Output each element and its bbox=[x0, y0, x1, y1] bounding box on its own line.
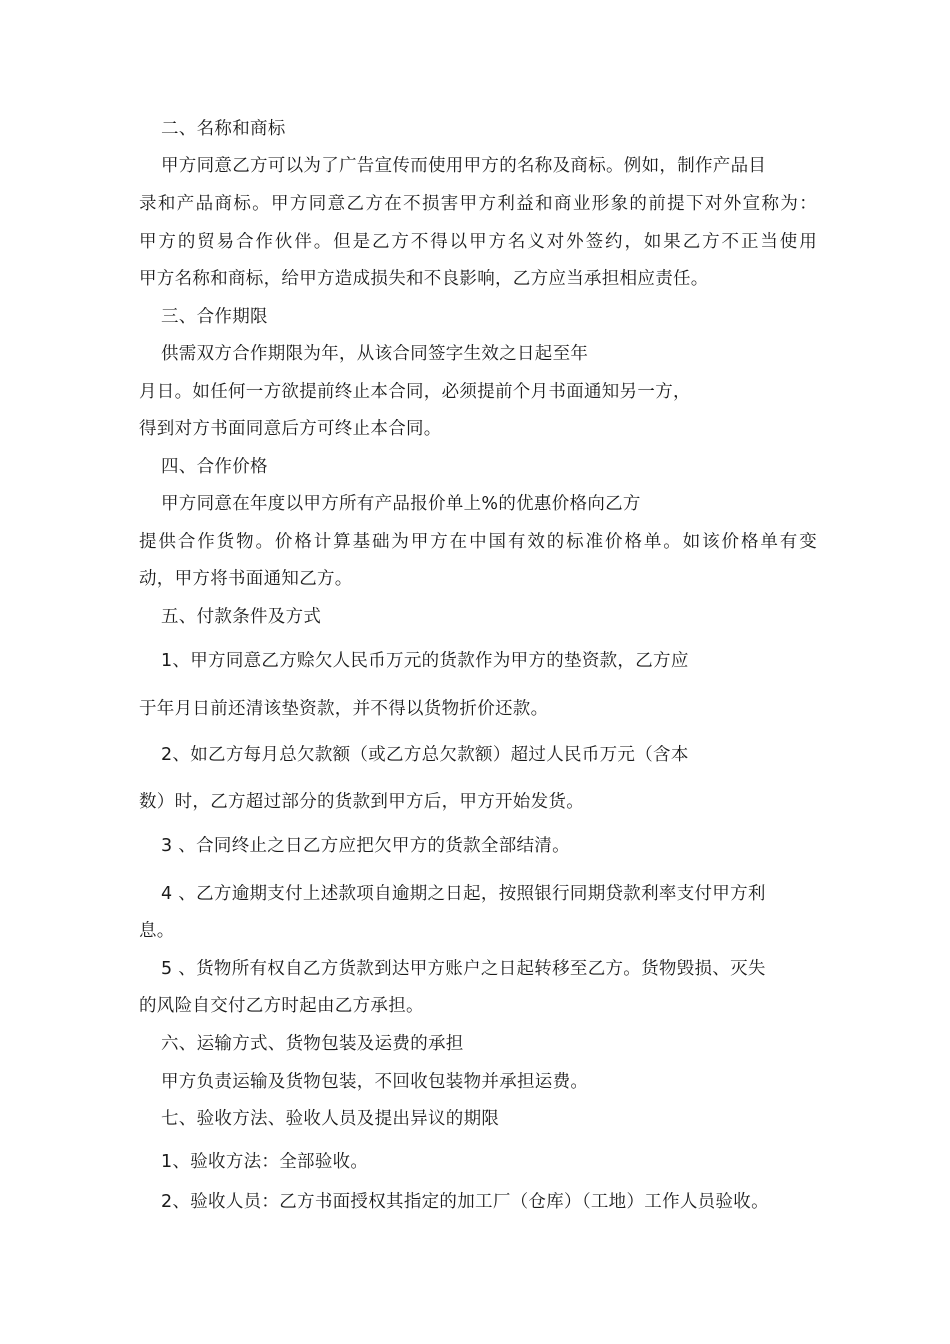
list-item: 1、验收方法：全部验收。 bbox=[161, 1152, 369, 1172]
paragraph-line: 甲方同意在年度以甲方所有产品报价单上%的优惠价格向乙方 bbox=[161, 494, 641, 514]
list-item: 1、甲方同意乙方赊欠人民币万元的货款作为甲方的垫资款，乙方应 bbox=[161, 651, 689, 671]
list-item: 4 、乙方逾期支付上述款项自逾期之日起，按照银行同期贷款利率支付甲方利 bbox=[161, 884, 766, 904]
paragraph-line: 动，甲方将书面通知乙方。 bbox=[139, 569, 353, 589]
paragraph-line: 录和产品商标。甲方同意乙方在不损害甲方利益和商业形象的前提下对外宣称为： bbox=[139, 194, 817, 214]
list-item: 2、验收人员：乙方书面授权其指定的加工厂（仓库）（工地）工作人员验收。 bbox=[161, 1192, 769, 1212]
paragraph-line: 的风险自交付乙方时起由乙方承担。 bbox=[139, 996, 424, 1016]
heading-section-2: 二、名称和商标 bbox=[161, 119, 286, 139]
list-item: 2、如乙方每月总欠款额（或乙方总欠款额）超过人民币万元（含本 bbox=[161, 745, 689, 765]
paragraph-line: 得到对方书面同意后方可终止本合同。 bbox=[139, 419, 442, 439]
paragraph-line: 息。 bbox=[139, 921, 175, 941]
paragraph-line: 数）时，乙方超过部分的货款到甲方后，甲方开始发货。 bbox=[139, 792, 584, 812]
heading-section-5: 五、付款条件及方式 bbox=[161, 607, 322, 627]
paragraph-line: 月日。如任何一方欲提前终止本合同，必须提前个月书面通知另一方， bbox=[139, 382, 691, 402]
paragraph-line: 甲方的贸易合作伙伴。但是乙方不得以甲方名义对外签约，如果乙方不正当使用 bbox=[139, 232, 817, 252]
heading-section-7: 七、验收方法、验收人员及提出异议的期限 bbox=[161, 1109, 500, 1129]
list-item: 3 、合同终止之日乙方应把欠甲方的货款全部结清。 bbox=[161, 836, 570, 856]
paragraph-line: 于年月日前还清该垫资款，并不得以货物折价还款。 bbox=[139, 699, 549, 719]
heading-section-3: 三、合作期限 bbox=[161, 307, 268, 327]
list-item: 5 、货物所有权自乙方货款到达甲方账户之日起转移至乙方。货物毁损、灭失 bbox=[161, 959, 766, 979]
heading-section-6: 六、运输方式、货物包装及运费的承担 bbox=[161, 1034, 464, 1054]
heading-section-4: 四、合作价格 bbox=[161, 457, 268, 477]
paragraph-line: 甲方名称和商标，给甲方造成损失和不良影响，乙方应当承担相应责任。 bbox=[139, 269, 709, 289]
paragraph-line: 甲方同意乙方可以为了广告宣传而使用甲方的名称及商标。例如，制作产品目 bbox=[161, 156, 767, 176]
paragraph-line: 供需双方合作期限为年，从该合同签字生效之日起至年 bbox=[161, 344, 589, 364]
paragraph-line: 甲方负责运输及货物包装，不回收包装物并承担运费。 bbox=[161, 1072, 589, 1092]
paragraph-line: 提供合作货物。价格计算基础为甲方在中国有效的标准价格单。如该价格单有变 bbox=[139, 532, 817, 552]
